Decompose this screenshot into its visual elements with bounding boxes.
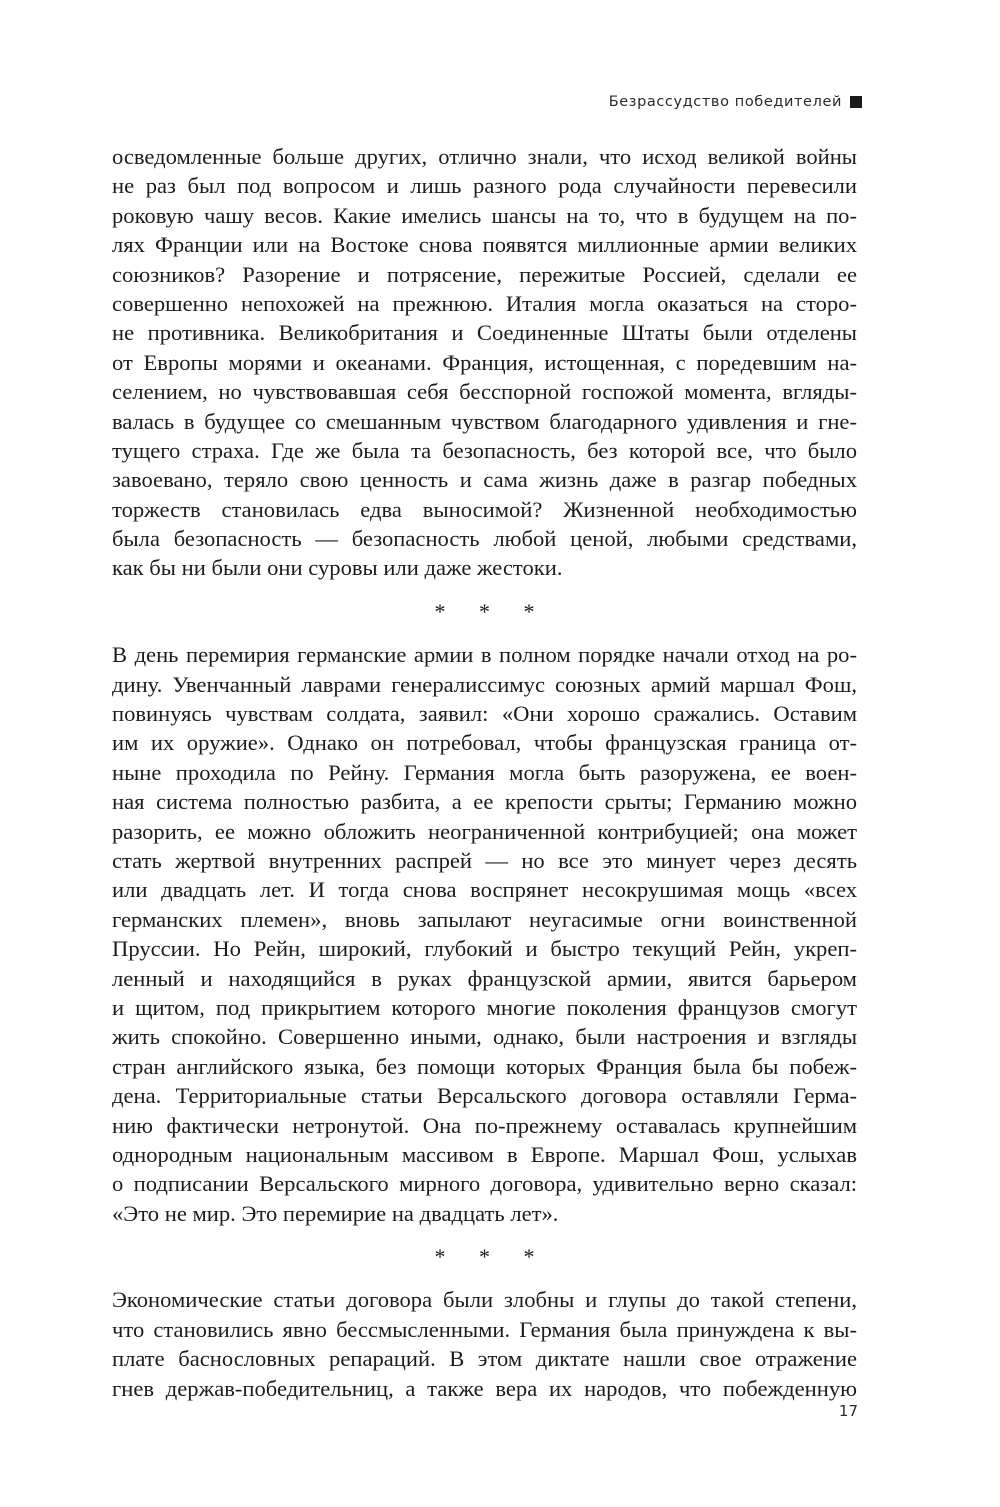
text-line: была безопасность — безопасность любой ценой, любыми средствами, [112, 526, 857, 552]
text-line: германских племен», вновь запылают неугасимые огни воинственной [112, 906, 857, 932]
text-line: совершенно непохожей на прежнюю. Италия могла оказаться на сторо- [112, 290, 857, 316]
section-separator: * * * [434, 1244, 549, 1270]
text-line: не противника. Великобритания и Соединенные Штаты были отделены [112, 320, 857, 346]
text-line: лях Франции или на Востоке снова появятся миллионные армии великих [112, 232, 857, 258]
square-marker-icon [850, 96, 862, 108]
text-line: валась в будущее со смешанным чувством благодарного удивления и гне- [112, 408, 857, 434]
text-line: дена. Территориальные статьи Версальского договора оставляли Герма- [112, 1083, 857, 1109]
page-body [112, 142, 857, 1403]
text-line: однородным национальным массивом в Европе. Маршал Фош, услыхав [112, 1141, 857, 1167]
text-line: или двадцать лет. И тогда снова воспрянет несокрушимая мощь «всех [112, 877, 857, 903]
text-line: Пруссии. Но Рейн, широкий, глубокий и быстро текущий Рейн, укреп- [112, 936, 857, 962]
paragraph-3 [112, 1285, 857, 1403]
text-line: повинуясь чувствам солдата, заявил: «Они хорошо сражались. Оставим [112, 701, 857, 727]
text-line: гнев держав-победительниц, а также вера их народов, что побежденную [112, 1375, 857, 1401]
text-line: торжеств становилась едва выносимой? Жизненной необходимостью [112, 496, 857, 522]
text-line: ленный и находящийся в руках французской армии, явится барьером [112, 965, 857, 991]
page-number: 17 [838, 1402, 858, 1420]
text-line: не раз был под вопросом и лишь разного рода случайности перевесили [112, 173, 857, 199]
text-line: тущего страха. Где же была та безопасность, без которой все, что было [112, 437, 857, 463]
text-line: «Это не мир. Это перемирие на двадцать лет». [112, 1200, 559, 1226]
paragraph-2 [112, 640, 857, 1228]
text-line: как бы ни были они суровы или даже жестоки. [112, 555, 563, 581]
text-line: плате баснословных репараций. В этом диктате нашли свое отражение [112, 1346, 857, 1372]
text-line: что становились явно бессмысленными. Германия была принуждена к вы- [112, 1316, 857, 1342]
text-line: завоевано, теряло свою ценность и сама жизнь даже в разгар победных [112, 467, 857, 493]
text-line: ная система полностью разбита, а ее крепости срыты; Германию можно [112, 789, 857, 815]
text-line: нию фактически нетронутой. Она по-прежнему оставалась крупнейшим [112, 1112, 857, 1138]
text-line: стран английского языка, без помощи которых Франция была бы побеж- [112, 1053, 857, 1079]
text-line: и щитом, под прикрытием которого многие поколения французов смогут [112, 994, 857, 1020]
text-line: осведомленные больше других, отлично знали, что исход великой войны [112, 144, 857, 169]
text-line: ныне проходила по Рейну. Германия могла быть разоружена, ее воен- [112, 759, 857, 785]
text-line: дину. Увенчанный лаврами генералиссимус союзных армий маршал Фош, [112, 671, 857, 697]
running-head-title: Безрассудство победителей [608, 94, 842, 110]
text-line: о подписании Версальского мирного договора, удивительно верно сказал: [112, 1171, 857, 1197]
text-line: стать жертвой внутренних распрей — но все это минует через десять [112, 847, 857, 873]
text-line: от Европы морями и океанами. Франция, истощенная, с поредевшим на- [112, 349, 857, 375]
running-head [609, 94, 862, 110]
paragraph-1 [112, 142, 857, 583]
text-line: селением, но чувствовавшая себя бесспорной госпожой момента, вгляды- [112, 379, 857, 405]
text-line: союзников? Разорение и потрясение, пережитые Россией, сделали ее [112, 261, 857, 287]
text-line: Экономические статьи договора были злобны и глупы до такой степени, [112, 1287, 857, 1313]
section-separator: * * * [434, 598, 549, 624]
text-line: В день перемирия германские армии в полном порядке начали отход на ро- [112, 642, 857, 668]
text-line: им их оружие». Однако он потребовал, чтобы французская граница от- [112, 730, 857, 756]
text-line: жить спокойно. Совершенно иными, однако, были настроения и взгляды [112, 1024, 857, 1050]
text-line: роковую чашу весов. Какие имелись шансы на то, что в будущем на по- [112, 202, 857, 228]
text-line: разорить, ее можно обложить неограниченной контрибуцией; она может [112, 818, 857, 844]
